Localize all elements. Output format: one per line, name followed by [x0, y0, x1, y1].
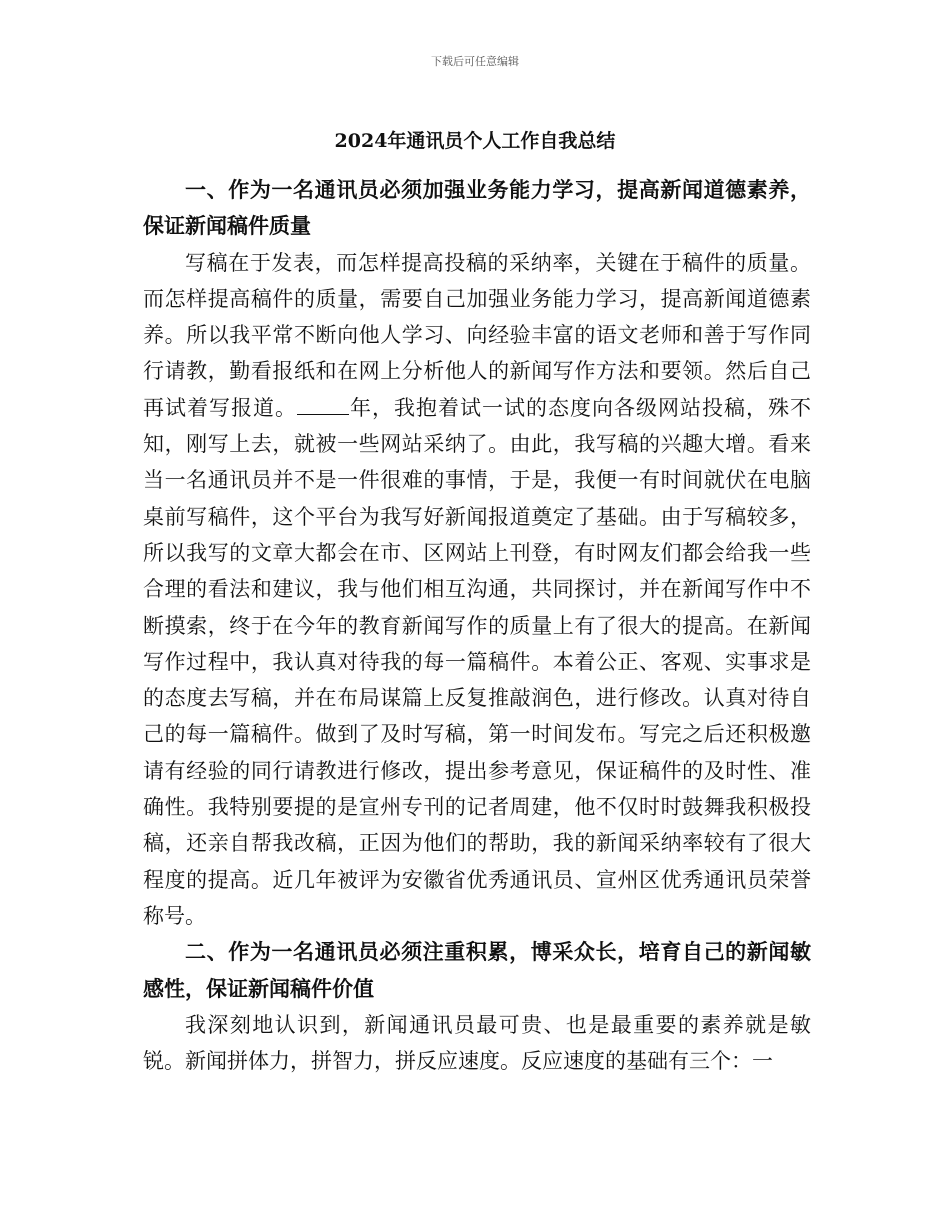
section-1-paragraph-part-2: 年，我抱着试一试的态度向各级网站投稿，殊不知，刚写上去，就被一些网站采纳了。由此，我写稿的兴趣大增。看来当一名通讯员并不是一件很难的事情，于是，我便一有时间就伏在电脑桌前写稿件，这个平台为我写好新闻报道奠定了基础。由于写稿较多，所以我写的文章大都会在市、区网站上刊登，有时网友们都会给我一些合理的看法和建议，我与他们相互沟通，共同探讨，并在新闻写作中不断摸索，终于在今年的教育新闻写作的质量上有了很大的提高。在新闻写作过程中，我认真对待我的每一篇稿件。本着公正、客观、实事求是的态度去写稿，并在布局谋篇上反复推敲润色，进行修改。认真对待自己的每一篇稿件。做到了及时写稿，第一时间发布。写完之后还积极邀请有经验的同行请教进行修改，提出参考意见，保证稿件的及时性、准确性。我特别要提的是宣州专刊的记者周建，他不仅时时鼓舞我积极投稿，还亲自帮我改稿，正因为他们的帮助，我的新闻采纳率较有了很大程度的提高。近几年被评为安徽省优秀通讯员、宣州区优秀通讯员荣誉称号。: [143, 395, 811, 928]
section-2-heading: 二、作为一名通讯员必须注重积累，博采众长，培育自己的新闻敏感性，保证新闻稿件价值: [143, 939, 811, 1001]
section-2-paragraph: 我深刻地认识到，新闻通讯员最可贵、也是最重要的素养就是敏锐。新闻拼体力，拼智力，拼反应速度。反应速度的基础有三个：一: [143, 1012, 811, 1074]
section-1-heading: 一、作为一名通讯员必须加强业务能力学习，提高新闻道德素养，保证新闻稿件质量: [143, 177, 811, 239]
section-1-paragraph: [143, 245, 811, 935]
document-title: 2024年通讯员个人工作自我总结: [334, 130, 616, 152]
section-1-paragraph-part-1: 写稿在于发表，而怎样提高投稿的采纳率，关键在于稿件的质量。而怎样提高稿件的质量，需要自己加强业务能力学习，提高新闻道德素养。所以我平常不断向他人学习、向经验丰富的语文老师和善于写作同行请教，勤看报纸和在网上分析他人的新闻写作方法和要领。然后自己再试着写报道。: [143, 250, 811, 420]
document-body: [143, 172, 811, 1079]
fill-in-blank: [297, 396, 349, 415]
page-header-note: 下载后可任意编辑: [431, 55, 519, 68]
